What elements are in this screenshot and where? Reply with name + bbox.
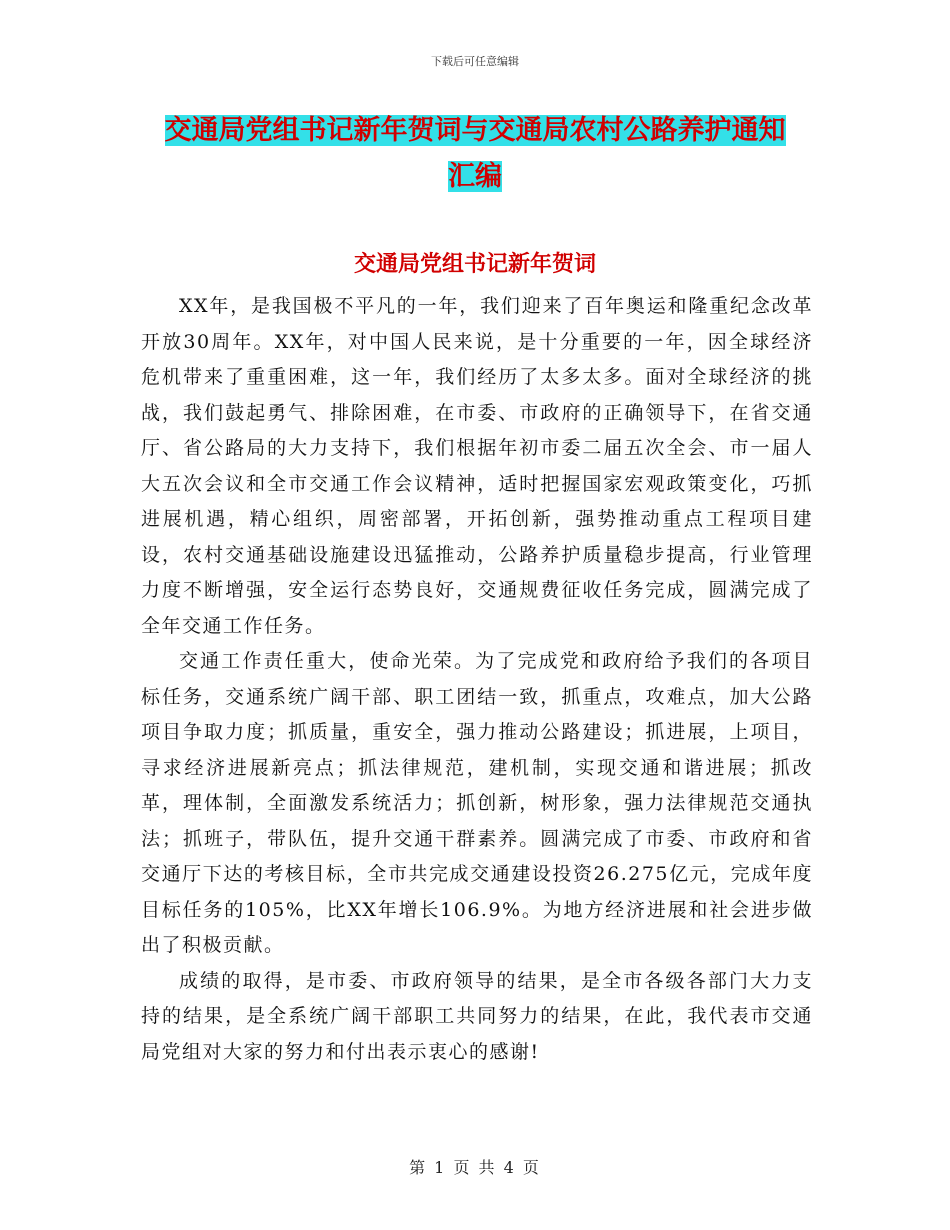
header-note: 下载后可任意编辑 <box>431 55 519 68</box>
paragraph-2: 交通工作责任重大，使命光荣。为了完成党和政府给予我们的各项目标任务，交通系统广阔干部、职工团结一致，抓重点，攻难点，加大公路项目争取力度；抓质量，重安全，强力推动公路建设；抓进展，上项目，寻求经济进展新亮点；抓法律规范，建机制，实现交通和谐进展；抓改革，理体制，全面激发系统活力；抓创新，树形象，强力法律规范交通执法；抓班子，带队伍，提升交通干群素养。圆满完成了市委、市政府和省交通厅下达的考核目标，全市共完成交通建设投资26.275亿元，完成年度目标任务的105%，比XX年增长106.9%。为地方经济进展和社会进步做出了积极贡献。 <box>141 650 813 956</box>
page-number: 第 1 页 共 4 页 <box>409 1158 541 1177</box>
document-title <box>145 108 805 200</box>
document-title-line-2: 汇编 <box>448 161 502 192</box>
section-title: 交通局党组书记新年贺词 <box>353 252 596 277</box>
paragraph-3: 成绩的取得，是市委、市政府领导的结果，是全市各级各部门大力支持的结果，是全系统广阔干部职工共同努力的结果，在此，我代表市交通局党组对大家的努力和付出表示衷心的感谢! <box>141 969 813 1063</box>
document-body <box>141 289 813 1070</box>
paragraph-1: XX年，是我国极不平凡的一年，我们迎来了百年奥运和隆重纪念改革开放30周年。XX年，对中国人民来说，是十分重要的一年，因全球经济危机带来了重重困难，这一年，我们经历了太多太多。面对全球经济的挑战，我们鼓起勇气、排除困难，在市委、市政府的正确领导下，在省交通厅、省公路局的大力支持下，我们根据年初市委二届五次全会、市一届人大五次会议和全市交通工作会议精神，适时把握国家宏观政策变化，巧抓进展机遇，精心组织，周密部署，开拓创新，强势推动重点工程项目建设，农村交通基础设施建设迅猛推动，公路养护质量稳步提高，行业管理力度不断增强，安全运行态势良好，交通规费征收任务完成，圆满完成了全年交通工作任务。 <box>141 295 813 637</box>
document-title-line-1: 交通局党组书记新年贺词与交通局农村公路养护通知 <box>164 115 786 146</box>
